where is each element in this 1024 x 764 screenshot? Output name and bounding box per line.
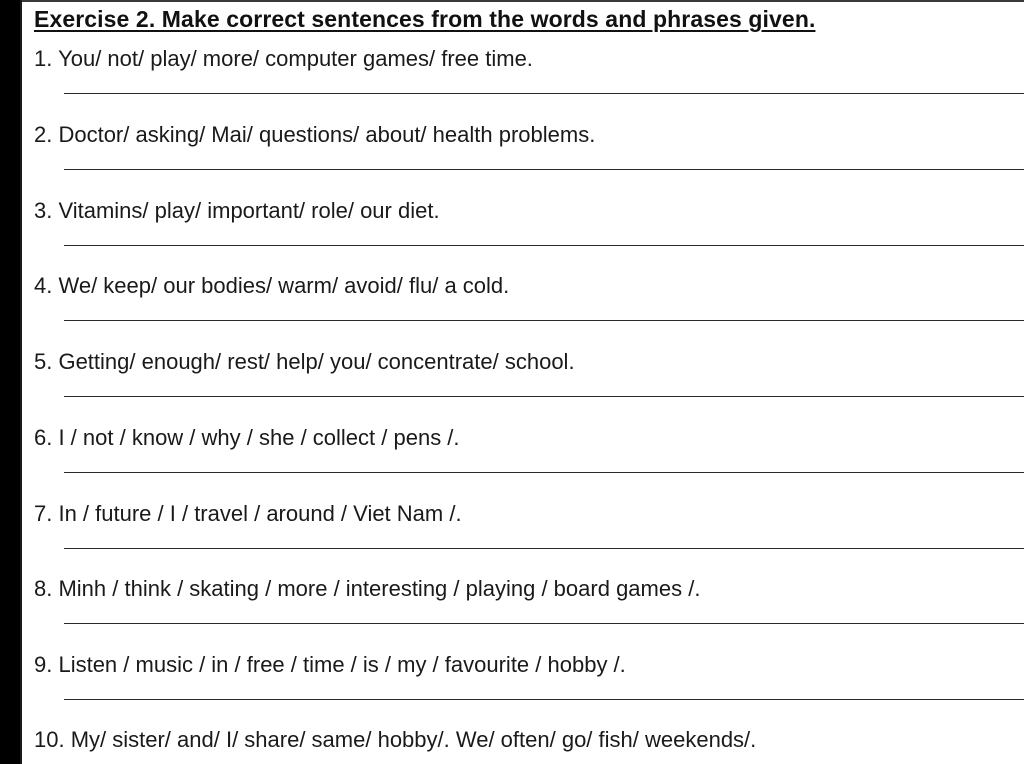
exercise-item-1	[34, 46, 1024, 122]
item-prompt: 7. In / future / I / travel / around / Viet Nam /.	[34, 501, 462, 526]
answer-line[interactable]	[64, 623, 1024, 624]
answer-line[interactable]	[64, 169, 1024, 170]
answer-line[interactable]	[64, 548, 1024, 549]
item-prompt: 6. I / not / know / why / she / collect / pens /.	[34, 425, 460, 450]
item-prompt: 4. We/ keep/ our bodies/ warm/ avoid/ flu/ a cold.	[34, 273, 510, 298]
item-prompt: 9. Listen / music / in / free / time / is / my / favourite / hobby /.	[34, 652, 626, 677]
answer-line[interactable]	[64, 472, 1024, 473]
item-prompt: 1. You/ not/ play/ more/ computer games/ free time.	[34, 46, 533, 71]
exercise-item-10	[34, 727, 1024, 763]
worksheet-page	[20, 0, 1024, 764]
exercise-item-3	[34, 198, 1024, 274]
item-prompt: 10. My/ sister/ and/ I/ share/ same/ hobby/. We/ often/ go/ fish/ weekends/.	[34, 727, 757, 752]
exercise-item-9	[34, 652, 1024, 728]
exercise-item-6	[34, 425, 1024, 501]
exercise-item-8	[34, 576, 1024, 652]
answer-line[interactable]	[64, 93, 1024, 94]
exercise-item-2	[34, 122, 1024, 198]
item-prompt: 3. Vitamins/ play/ important/ role/ our diet.	[34, 198, 440, 223]
exercise-item-4	[34, 273, 1024, 349]
answer-line[interactable]	[64, 699, 1024, 700]
top-border	[22, 0, 1024, 2]
item-prompt: 5. Getting/ enough/ rest/ help/ you/ concentrate/ school.	[34, 349, 575, 374]
exercise-item-5	[34, 349, 1024, 425]
item-prompt: 2. Doctor/ asking/ Mai/ questions/ about/ health problems.	[34, 122, 596, 147]
item-prompt: 8. Minh / think / skating / more / interesting / playing / board games /.	[34, 576, 701, 601]
exercise-title: Exercise 2. Make correct sentences from the words and phrases given.	[34, 6, 816, 32]
exercise-item-7	[34, 501, 1024, 577]
answer-line[interactable]	[64, 245, 1024, 246]
answer-line[interactable]	[64, 396, 1024, 397]
answer-line[interactable]	[64, 320, 1024, 321]
